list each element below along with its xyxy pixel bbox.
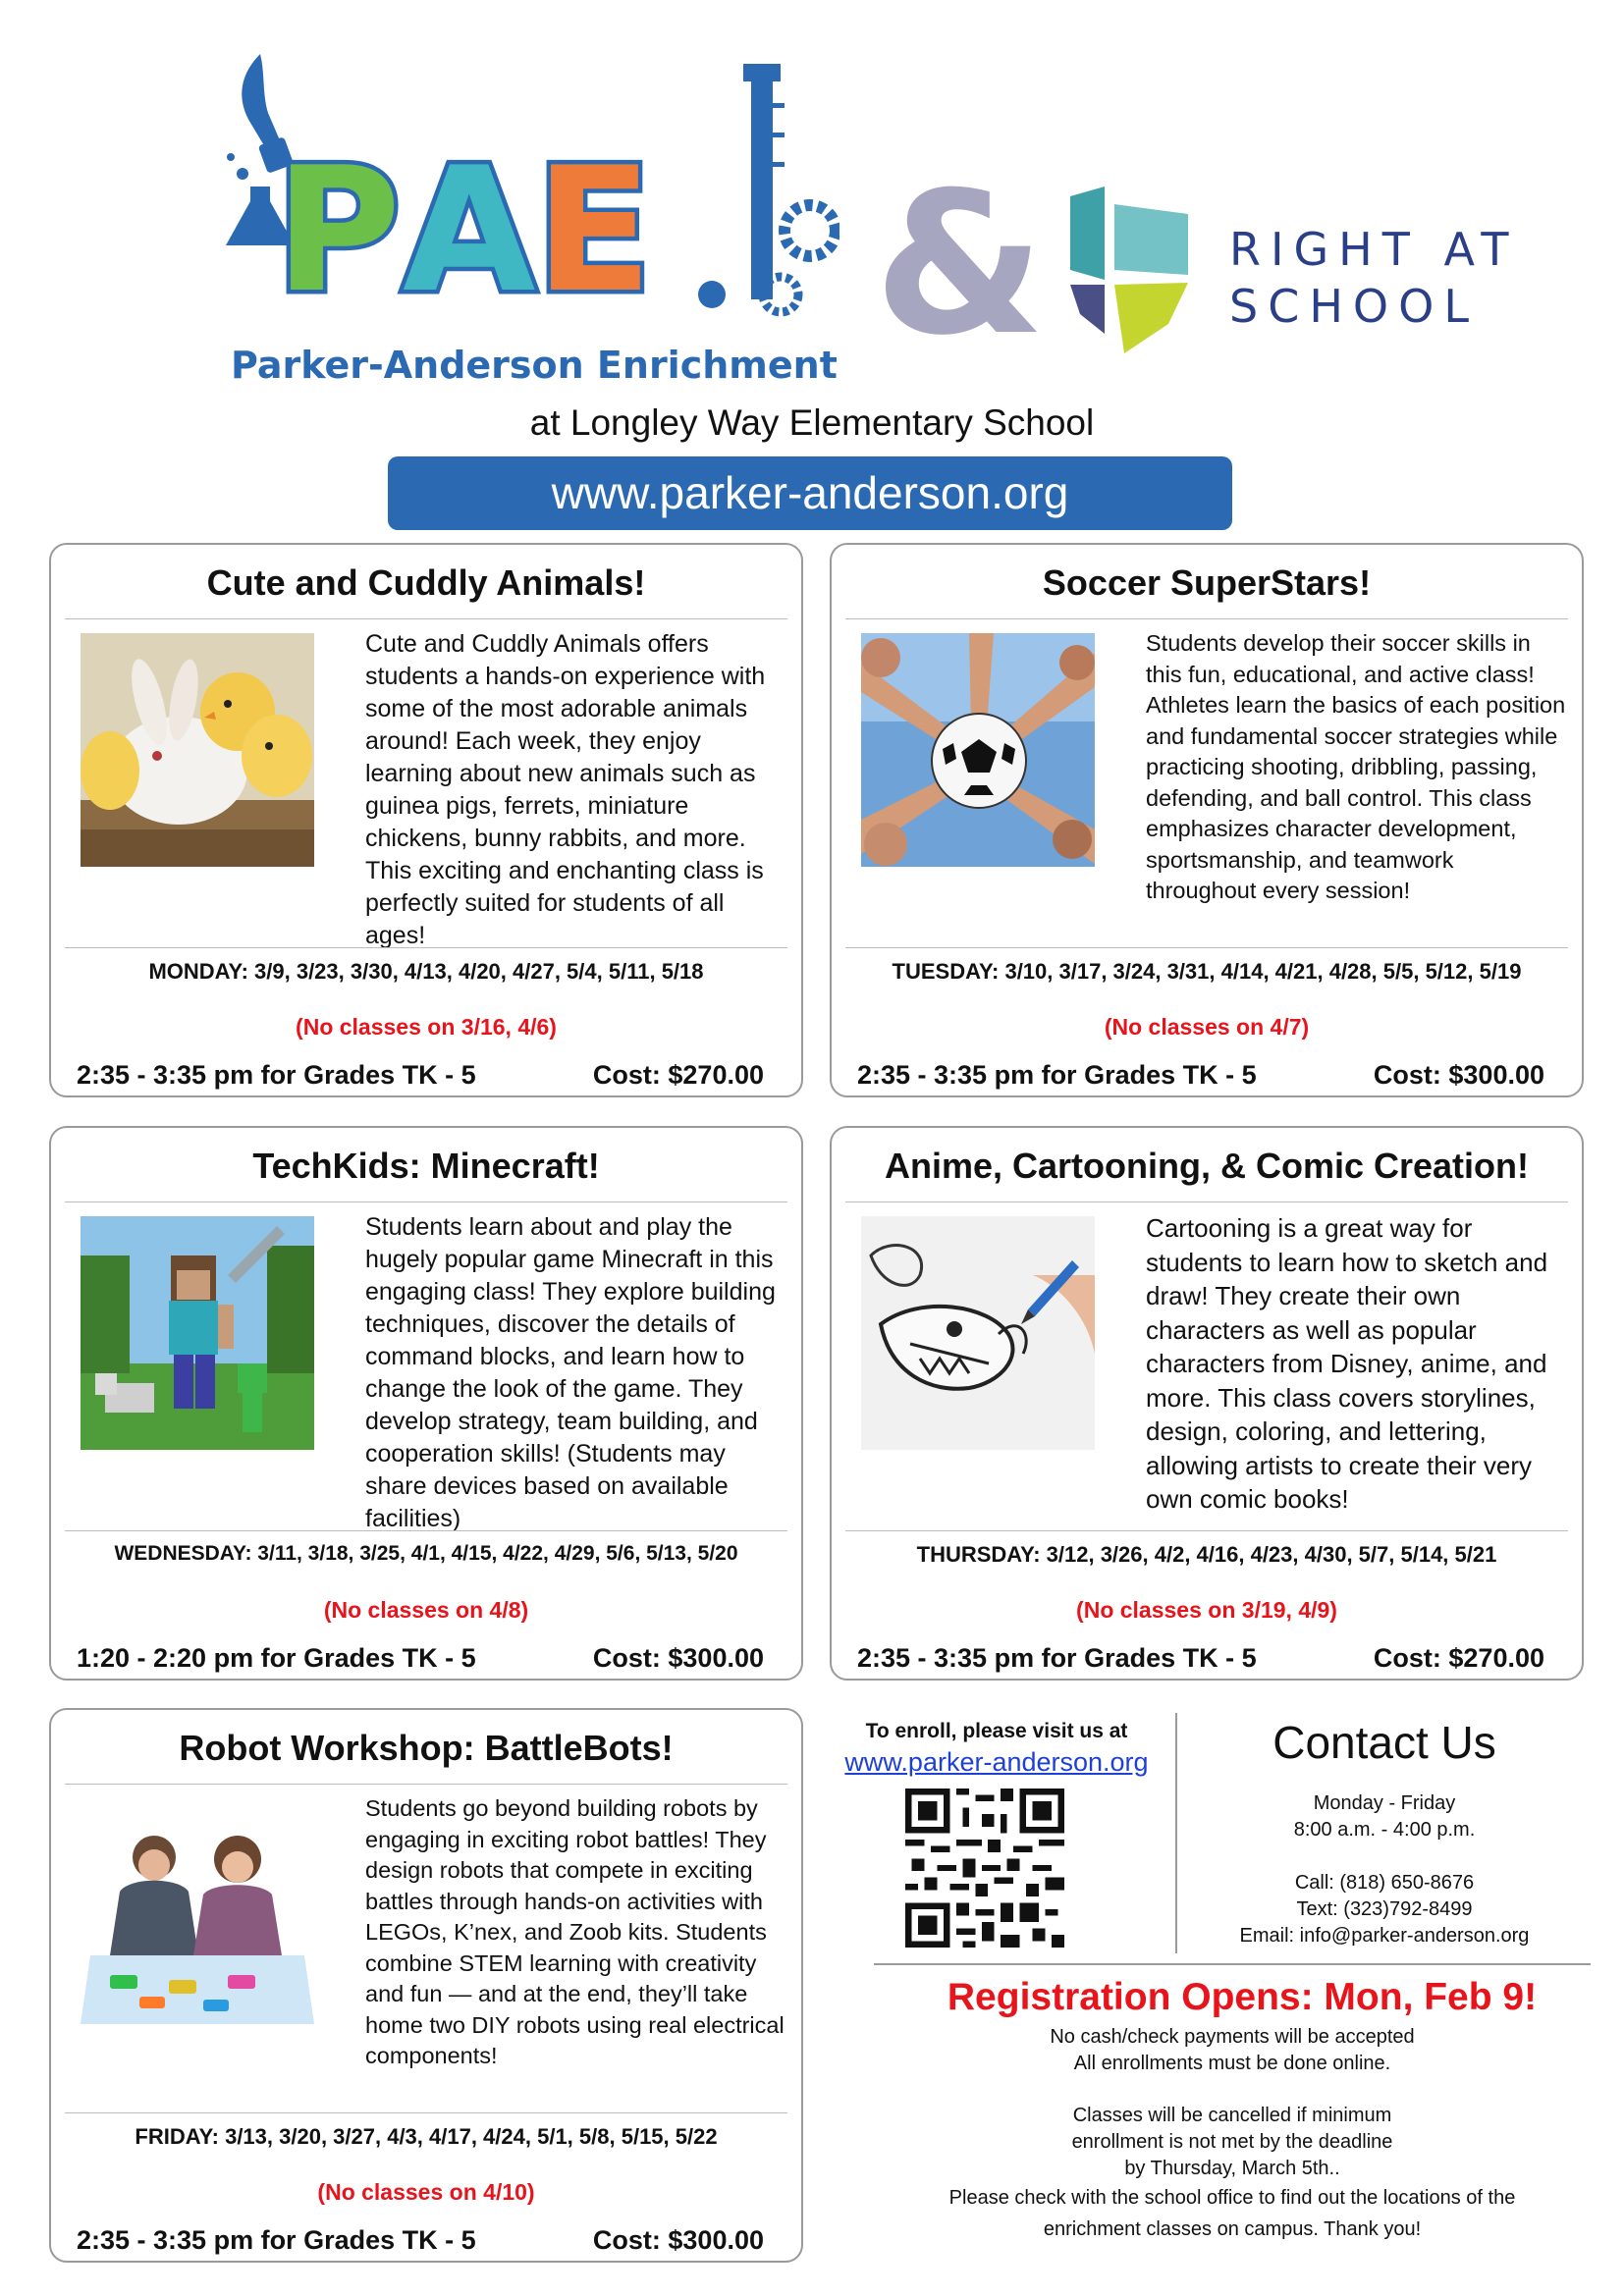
website-banner[interactable]: www.parker-anderson.org [388,456,1232,530]
registration-note: Classes will be cancelled if minimum [1072,2105,1392,2126]
ampersand: & [874,150,1046,379]
class-time: 2:35 - 3:35 pm for Grades TK - 5 [77,2225,476,2255]
registration-note: No cash/check payments will be accepted [1050,2026,1415,2048]
divider [65,1201,787,1202]
contact-email[interactable]: Email: info@parker-anderson.org [1239,1925,1530,1947]
school-subtitle: at Longley Way Elementary School [529,402,1095,443]
divider [65,2112,787,2113]
divider [65,1784,787,1785]
horizontal-divider [874,1963,1591,1965]
enroll-label: To enroll, please visit us at [865,1720,1128,1742]
class-title: TechKids: Minecraft! [252,1146,600,1186]
kids-robot-battle-photo [81,1828,314,2061]
contact-phone[interactable]: Call: (818) 650-8676 [1294,1872,1475,1894]
registration-note: enrollment is not met by the deadline [1071,2131,1393,2153]
no-class-dates: (No classes on 3/19, 4/9) [1076,1597,1337,1623]
vertical-divider [1175,1713,1177,1953]
no-class-dates: (No classes on 4/10) [317,2179,535,2205]
no-class-dates: (No classes on 4/7) [1104,1014,1310,1040]
class-cost: Cost: $270.00 [592,1060,764,1090]
partner-line-2: SCHOOL [1229,280,1479,333]
qr-code-icon[interactable] [905,1789,1064,1948]
no-class-dates: (No classes on 3/16, 4/6) [296,1014,557,1040]
class-card-robots [49,1708,803,2263]
class-time: 2:35 - 3:35 pm for Grades TK - 5 [857,1643,1257,1673]
class-cost: Cost: $300.00 [592,1643,764,1673]
class-schedule: FRIDAY: 3/13, 3/20, 3/27, 4/3, 4/17, 4/24, 5/1, 5/8, 5/15, 5/22 [135,2124,718,2149]
class-card-animals [49,543,803,1097]
class-title: Anime, Cartooning, & Comic Creation! [884,1146,1530,1186]
divider [845,947,1568,948]
class-schedule: MONDAY: 3/9, 3/23, 3/30, 4/13, 4/20, 4/27, 5/4, 5/11, 5/18 [148,959,704,984]
contact-days: Monday - Friday [1313,1792,1456,1814]
svg-text:Parker-Anderson Enrichment: Parker-Anderson Enrichment [231,344,838,387]
class-description: Students learn about and play the hugely popular game Minecraft in this engaging class! They explore building techniques, discover the details of command blocks, and learn how to change the look of the game. They develop strategy, team building, and cooperation skills! (Students may share devices based on available facilities) [365,1213,776,1532]
soccer-ball-team-hands-photo [861,633,1095,867]
class-time: 2:35 - 3:35 pm for Grades TK - 5 [77,1060,476,1090]
minecraft-characters-photo [81,1216,314,1450]
partner-line-1: RIGHT AT [1229,223,1519,276]
registration-note: All enrollments must be done online. [1073,2053,1391,2074]
registration-note: by Thursday, March 5th.. [1124,2158,1340,2179]
class-title: Soccer SuperStars! [1042,562,1372,603]
class-title: Cute and Cuddly Animals! [206,562,646,603]
bunny-and-chicks-photo [81,633,314,867]
registration-heading: Registration Opens: Mon, Feb 9! [947,1976,1538,2018]
right-at-school-logo-mark [1070,187,1208,358]
class-title: Robot Workshop: BattleBots! [179,1728,674,1768]
class-description: Cartooning is a great way for students to learn how to sketch and draw! They create their own characters as well as popular characters from Disney, anime, and more. This class covers storylines, design, coloring, and lettering, allowing artists to create their very own comic books! [1146,1213,1548,1514]
cartoon-drawing-sketch-photo [861,1216,1095,1450]
class-schedule: WEDNESDAY: 3/11, 3/18, 3/25, 4/1, 4/15, 4/22, 4/29, 5/6, 5/13, 5/20 [114,1542,738,1565]
divider [65,1530,787,1531]
class-card-cartooning [830,1126,1584,1681]
divider [845,618,1568,619]
divider [845,1530,1568,1531]
class-time: 2:35 - 3:35 pm for Grades TK - 5 [857,1060,1257,1090]
class-card-minecraft [49,1126,803,1681]
class-cost: Cost: $270.00 [1373,1643,1544,1673]
contact-title: Contact Us [1272,1717,1496,1768]
class-cost: Cost: $300.00 [592,2225,764,2255]
svg-text:E: E [535,132,653,331]
contact-hours: 8:00 a.m. - 4:00 p.m. [1293,1819,1476,1841]
registration-note: enrichment classes on campus. Thank you! [1043,2218,1422,2240]
contact-text[interactable]: Text: (323)792-8499 [1296,1898,1473,1920]
divider [845,1201,1568,1202]
class-time: 1:20 - 2:20 pm for Grades TK - 5 [77,1643,476,1673]
class-description: Students go beyond building robots by engaging in exciting robot battles! They design robots that compete in exciting battles through hands-on activities with LEGOs, K’nex, and Zoob kits. Students combine STEM learning with creativity and fun — and at the end, they’ll take home two DIY robots using real electrical components! [365,1795,785,2068]
registration-note: Please check with the school office to find out the locations of the [948,2187,1516,2209]
divider [65,947,787,948]
right-at-school-wordmark [1229,221,1518,335]
class-description: Students develop their soccer skills in this fun, educational, and active class! Athletes learn the basics of each position and fundamental soccer strategies while practicing shooting, dribbling, passing, defending, and ball control. This class emphasizes character development, sportsmanship, and teamwork throughout every session! [1146,630,1566,903]
svg-text:A: A [403,132,536,331]
enroll-link[interactable]: www.parker-anderson.org [844,1747,1149,1777]
divider [65,618,787,619]
class-schedule: THURSDAY: 3/12, 3/26, 4/2, 4/16, 4/23, 4/30, 5/7, 5/14, 5/21 [916,1542,1497,1567]
no-class-dates: (No classes on 4/8) [323,1597,529,1623]
svg-text:P: P [275,132,402,331]
class-cost: Cost: $300.00 [1373,1060,1544,1090]
class-description: Cute and Cuddly Animals offers students a hands-on experience with some of the most adorable animals around! Each week, they enjoy learning about new animals such as guinea pigs, ferrets, miniature chickens, bunny rabbits, and more. This exciting and enchanting class is perfectly suited for students of all ages! [365,630,766,949]
parker-anderson-logo [221,54,839,398]
class-card-soccer [830,543,1584,1097]
class-schedule: TUESDAY: 3/10, 3/17, 3/24, 3/31, 4/14, 4/21, 4/28, 5/5, 5/12, 5/19 [892,959,1522,984]
